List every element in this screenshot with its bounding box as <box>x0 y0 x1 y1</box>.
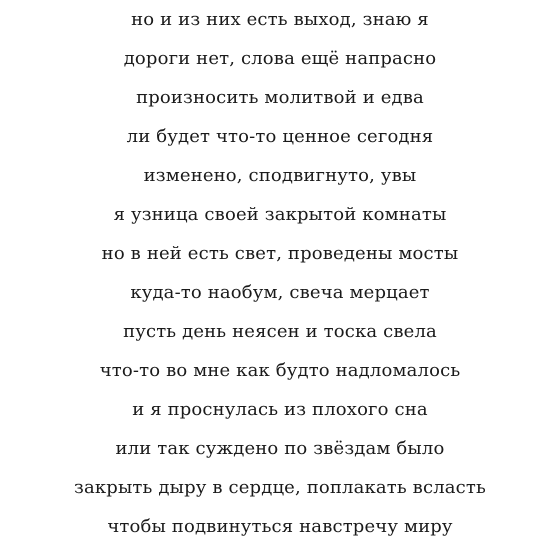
poem-line: или так суждено по звёздам было <box>115 438 445 459</box>
poem-line: и я проснулась из плохого сна <box>132 399 428 420</box>
poem-line: дороги нет, слова ещё напрасно <box>123 48 437 69</box>
poem-line: изменено, сподвигнуто, увы <box>143 165 417 186</box>
poem-line: ли будет что-то ценное сегодня <box>126 126 434 147</box>
poem-line: чтобы подвинуться навстречу миру <box>107 516 453 537</box>
poem-line: но и из них есть выход, знаю я <box>131 9 429 30</box>
poem-line: куда-то наобум, свеча мерцает <box>130 282 430 303</box>
poem-line: закрыть дыру в сердце, поплакать всласть <box>74 477 486 498</box>
poem-line: что-то во мне как будто надломалось <box>99 360 461 381</box>
poem-line: но в ней есть свет, проведены мосты <box>101 243 459 264</box>
poem-line: я узница своей закрытой комнаты <box>113 204 447 225</box>
poem-line: произносить молитвой и едва <box>136 87 424 108</box>
poem-line: пусть день неясен и тоска свела <box>123 321 437 342</box>
